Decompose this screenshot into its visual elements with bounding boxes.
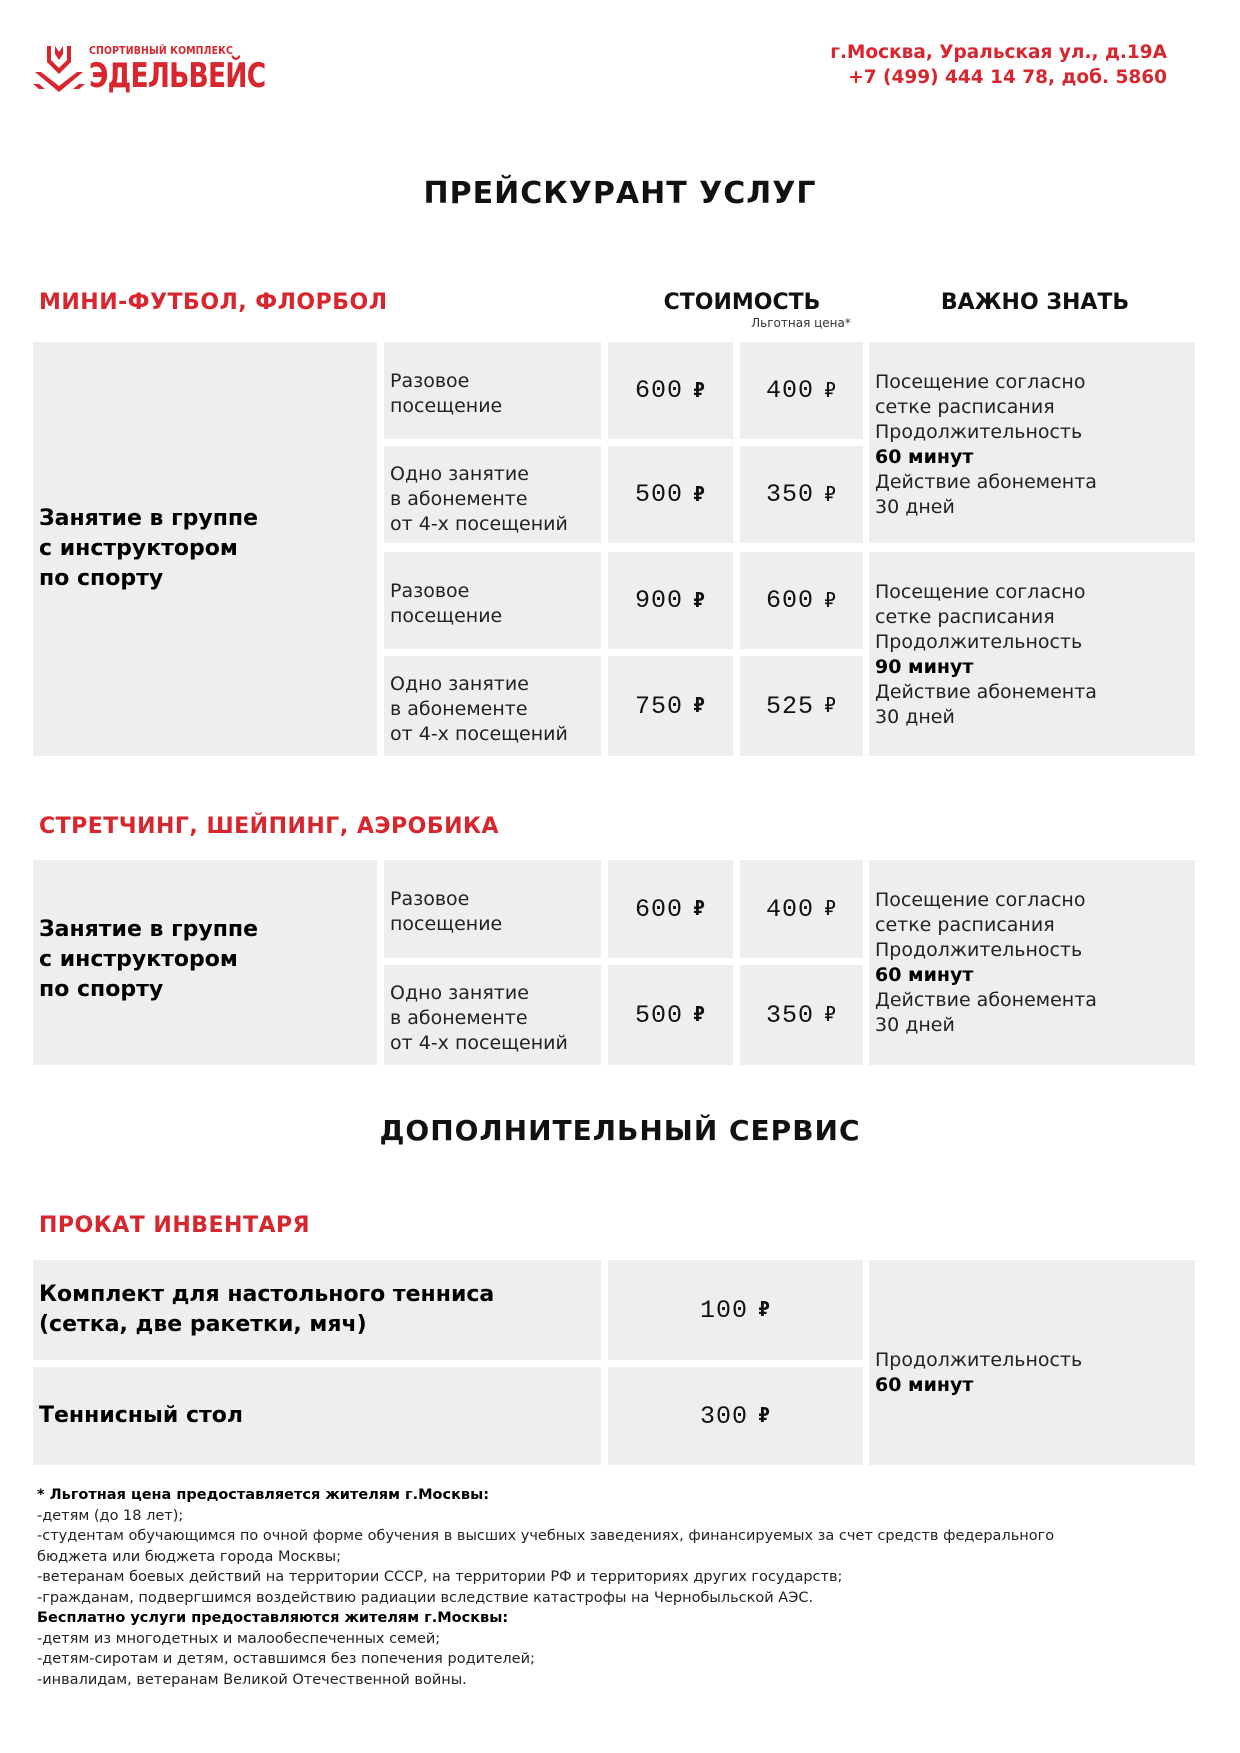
note-line: Действие абонемента xyxy=(875,681,1097,703)
note-line: Продолжительность xyxy=(875,1349,1083,1371)
note-line: Продолжительность xyxy=(875,939,1083,961)
footnote-line: бюджета или бюджета города Москвы; xyxy=(37,1548,341,1565)
ruble-icon: ₽ xyxy=(757,1406,772,1429)
service-label-line: от 4-х посещений xyxy=(390,1032,568,1054)
group-label-line: по спорту xyxy=(39,566,164,591)
important-note-cell xyxy=(869,1260,1195,1465)
discount-value: 400 xyxy=(765,894,814,924)
discount-price-cell xyxy=(740,656,863,756)
phone: +7 (499) 444 14 78, доб. 5860 xyxy=(848,67,1167,88)
note-line: 30 дней xyxy=(875,1014,955,1036)
footnote-line: -ветеранам боевых действий на территории СССР, на территории РФ и территориях других государств; xyxy=(37,1569,843,1585)
note-line: Действие абонемента xyxy=(875,989,1097,1011)
ruble-icon: ₽ xyxy=(692,899,707,922)
rental-price-cell xyxy=(608,1260,863,1360)
footnote-line: -детям из многодетных и малообеспеченных семей; xyxy=(37,1630,441,1647)
group-label-line: с инструктором xyxy=(39,536,238,561)
discount-price-cell xyxy=(740,552,863,649)
service-label-line: от 4-х посещений xyxy=(390,723,568,745)
service-label-cell xyxy=(384,860,601,958)
group-label-line: Занятие в группе xyxy=(39,506,259,531)
discount-header: Льготная цена* xyxy=(751,316,851,330)
discount-price-cell xyxy=(740,860,863,958)
ruble-icon: ₽ xyxy=(823,899,838,922)
price-cell xyxy=(608,342,733,439)
service-label-cell xyxy=(384,342,601,439)
ruble-icon: ₽ xyxy=(692,484,707,508)
discount-price-cell xyxy=(740,446,863,543)
service-label-line: посещение xyxy=(390,605,503,627)
service-label-line: в абонементе xyxy=(390,1007,528,1029)
service-label-cell xyxy=(384,965,601,1065)
note-line: Посещение согласно xyxy=(875,581,1086,603)
section-title-football: МИНИ-ФУТБОЛ, ФЛОРБОЛ xyxy=(39,290,388,315)
service-label-cell xyxy=(384,446,601,543)
edelweiss-logo-icon xyxy=(33,44,85,96)
group-label-line: Занятие в группе xyxy=(39,917,259,942)
group-label-line: с инструктором xyxy=(39,947,238,972)
ruble-icon: ₽ xyxy=(692,696,707,719)
price-value: 300 xyxy=(699,1401,748,1431)
note-duration: 90 минут xyxy=(875,656,974,678)
price-value: 100 xyxy=(699,1295,748,1325)
price-cell xyxy=(608,656,733,756)
ruble-icon: ₽ xyxy=(757,1300,772,1323)
footnote-line: -детям-сиротам и детям, оставшимся без попечения родителей; xyxy=(37,1651,535,1667)
note-line: 30 дней xyxy=(875,706,955,728)
service-label-line: Разовое xyxy=(390,580,470,602)
footnote xyxy=(37,1485,1207,1690)
service-label-cell xyxy=(384,552,601,649)
ruble-icon: ₽ xyxy=(823,696,838,719)
ruble-icon: ₽ xyxy=(823,1005,838,1028)
service-label-cell xyxy=(384,656,601,756)
footnote-heading: * Льготная цена предоставляется жителям г.Москвы: xyxy=(37,1487,490,1503)
discount-value: 350 xyxy=(765,1000,814,1030)
service-label-line: посещение xyxy=(390,913,503,935)
extra-service-title: ДОПОЛНИТЕЛЬНЫЙ СЕРВИС xyxy=(379,1114,861,1147)
group-label-line: по спорту xyxy=(39,977,164,1002)
discount-value: 525 xyxy=(765,691,814,721)
service-label-line: Разовое xyxy=(390,888,470,910)
note-line: сетке расписания xyxy=(875,914,1055,936)
important-header: ВАЖНО ЗНАТЬ xyxy=(940,290,1130,315)
note-line: сетке расписания xyxy=(875,396,1055,418)
footnote-line: -студентам обучающимся по очной форме обучения в высших учебных заведениях, финансируемых за счет средств федерального xyxy=(37,1528,1055,1544)
note-line: Действие абонемента xyxy=(875,471,1097,493)
service-label-line: Одно занятие xyxy=(390,463,529,485)
price-cell xyxy=(608,965,733,1065)
price-cell xyxy=(608,552,733,649)
rental-item-label: Комплект для настольного тенниса xyxy=(39,1282,495,1307)
note-line: Продолжительность xyxy=(875,421,1083,443)
service-label-line: в абонементе xyxy=(390,488,528,510)
group-cell xyxy=(33,860,377,1065)
footnote-line: -гражданам, подвергшимся воздействию радиации вследствие катастрофы на Чернобыльской АЭС. xyxy=(37,1589,814,1606)
price-value: 600 xyxy=(634,894,683,924)
service-label-line: Одно занятие xyxy=(390,673,529,695)
ruble-icon: ₽ xyxy=(692,590,707,614)
ruble-icon: ₽ xyxy=(823,380,838,404)
service-label-line: в абонементе xyxy=(390,698,528,720)
rental-item-cell xyxy=(33,1367,601,1465)
discount-price-cell xyxy=(740,342,863,439)
price-value: 600 xyxy=(634,376,683,405)
price-cell xyxy=(608,860,733,958)
ruble-icon: ₽ xyxy=(823,484,838,508)
note-line: 30 дней xyxy=(875,496,955,518)
address: г.Москва, Уральская ул., д.19А xyxy=(830,42,1167,63)
rental-item-label: (сетка, две ракетки, мяч) xyxy=(39,1312,367,1337)
note-duration: 60 минут xyxy=(875,446,974,468)
group-cell xyxy=(33,342,377,756)
note-duration: 60 минут xyxy=(875,1374,974,1396)
logo-name: ЭДЕЛЬВЕЙС xyxy=(89,56,266,96)
service-label-line: Разовое xyxy=(390,370,470,392)
service-label-line: Одно занятие xyxy=(390,982,529,1004)
ruble-icon: ₽ xyxy=(823,590,838,614)
service-label-line: от 4-х посещений xyxy=(390,513,568,535)
discount-value: 600 xyxy=(765,586,814,615)
ruble-icon: ₽ xyxy=(692,380,707,404)
price-value: 750 xyxy=(634,691,683,721)
footnote-line: -детям (до 18 лет); xyxy=(37,1507,184,1524)
footnote-line: -инвалидам, ветеранам Великой Отечественной войны. xyxy=(37,1671,467,1688)
ruble-icon: ₽ xyxy=(692,1005,707,1028)
price-value: 500 xyxy=(634,1000,683,1030)
note-line: сетке расписания xyxy=(875,606,1055,628)
note-duration: 60 минут xyxy=(875,964,974,986)
important-note-cell xyxy=(869,860,1195,1065)
important-note-cell xyxy=(869,342,1195,543)
footnote-heading: Бесплатно услуги предоставляются жителям г.Москвы: xyxy=(37,1610,509,1626)
note-line: Продолжительность xyxy=(875,631,1083,653)
logo-small-text: СПОРТИВНЫЙ КОМПЛЕКС xyxy=(89,44,234,57)
rental-price-cell xyxy=(608,1367,863,1465)
note-line: Посещение согласно xyxy=(875,371,1086,393)
service-label-line: посещение xyxy=(390,395,503,417)
discount-value: 400 xyxy=(765,376,814,405)
rental-item-label: Теннисный стол xyxy=(39,1403,243,1428)
important-note-cell xyxy=(869,552,1195,756)
note-line: Посещение согласно xyxy=(875,889,1086,911)
rental-item-cell xyxy=(33,1260,601,1360)
discount-price-cell xyxy=(740,965,863,1065)
price-value: 900 xyxy=(634,586,683,615)
price-cell xyxy=(608,446,733,543)
price-value: 500 xyxy=(634,480,683,509)
logo xyxy=(33,44,273,104)
section-title-stretching: СТРЕТЧИНГ, ШЕЙПИНГ, АЭРОБИКА xyxy=(39,814,500,839)
page-title: ПРЕЙСКУРАНТ УСЛУГ xyxy=(423,176,817,211)
cost-header: СТОИМОСТЬ xyxy=(663,290,821,315)
discount-value: 350 xyxy=(765,480,814,509)
section-title-rental: ПРОКАТ ИНВЕНТАРЯ xyxy=(39,1213,311,1238)
